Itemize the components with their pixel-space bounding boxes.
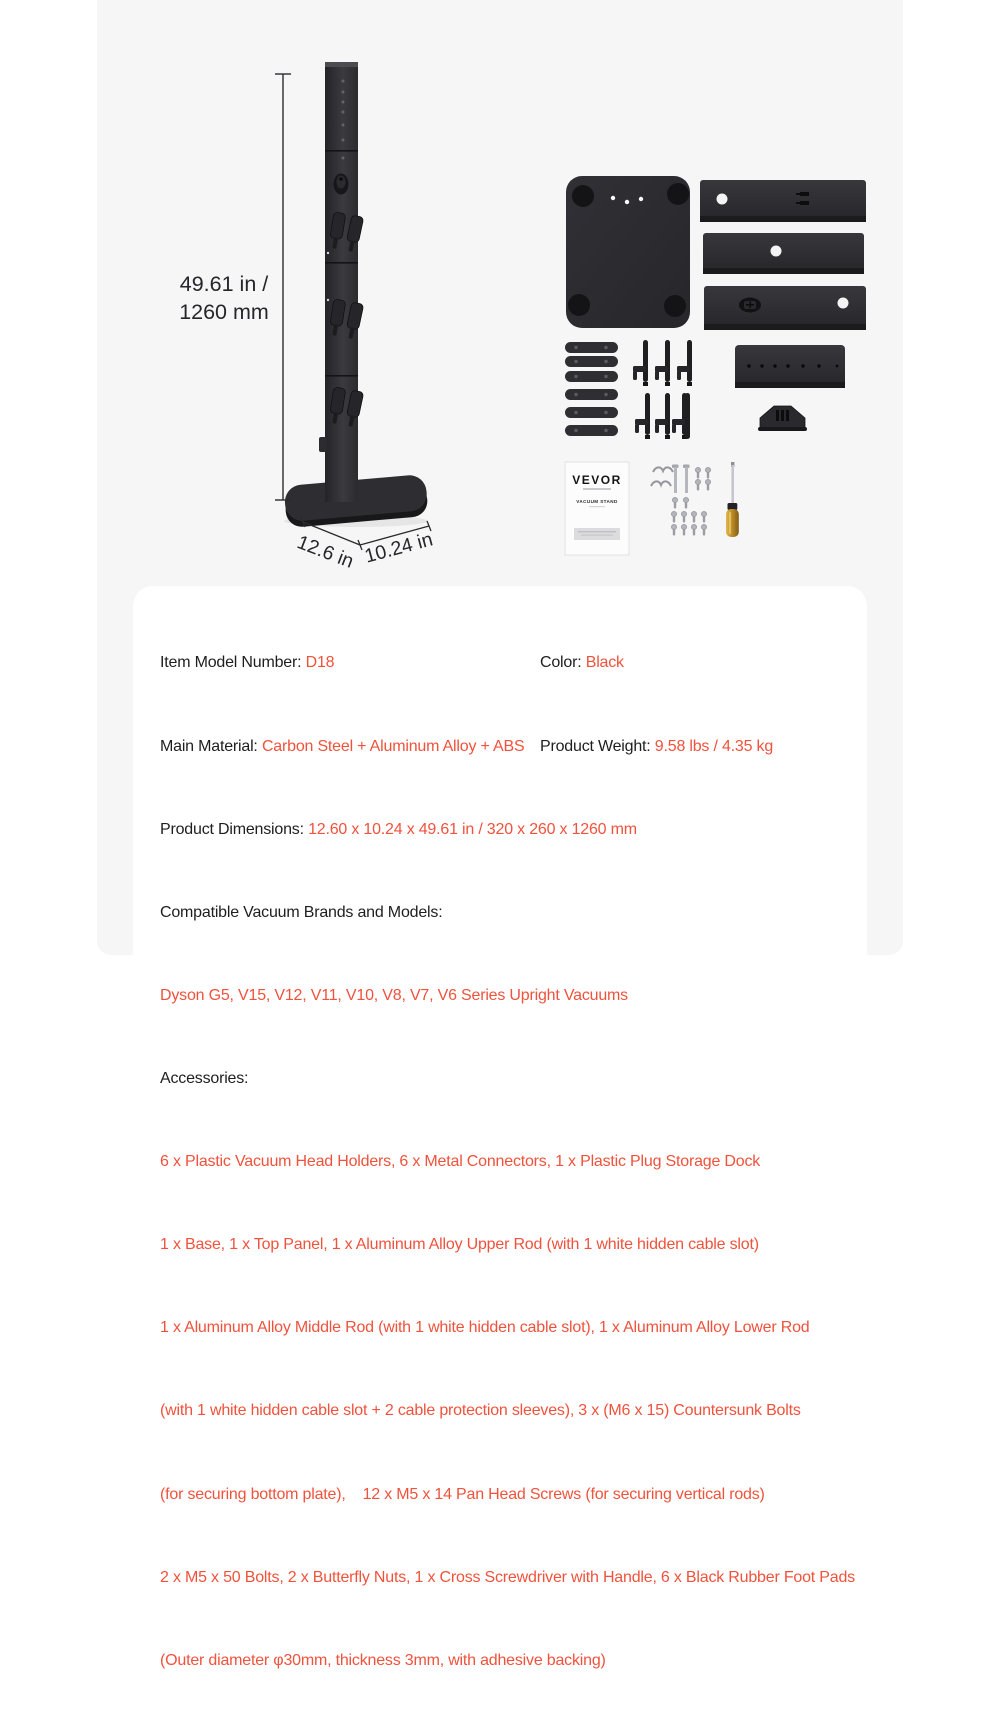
- spec-label: Product Weight:: [540, 737, 655, 755]
- spec-weight: [540, 733, 773, 761]
- spec-row-accessory: [160, 1564, 855, 1592]
- screws-image: [651, 465, 711, 536]
- spec-row-accessory: [160, 1148, 840, 1176]
- spec-value: 1 x Base, 1 x Top Panel, 1 x Aluminum Alloy Upper Rod (with 1 white hidden cable slot): [160, 1236, 759, 1254]
- base-plate-image: [566, 176, 690, 328]
- spec-value: 6 x Plastic Vacuum Head Holders, 6 x Metal Connectors, 1 x Plastic Plug Storage Dock: [160, 1153, 761, 1171]
- screwdriver-image: [726, 462, 739, 537]
- stand-pole: [319, 62, 358, 502]
- width-label: 10.24 in: [362, 528, 436, 568]
- spec-row-compatible-label: [160, 899, 840, 927]
- spec-value: Carbon Steel + Aluminum Alloy + ABS: [261, 737, 525, 755]
- plug-dock-image: [758, 406, 807, 431]
- manual-title-text: VACUUM STAND: [576, 499, 618, 504]
- spec-label: Product Dimensions:: [160, 820, 309, 838]
- spec-row-accessory: [160, 1397, 840, 1425]
- spec-row-model-color: [160, 649, 840, 677]
- spec-card: [133, 586, 867, 1669]
- spec-model: [160, 649, 540, 677]
- spec-label: Item Model Number:: [160, 654, 306, 672]
- spec-label: Compatible Vacuum Brands and Models:: [160, 903, 443, 921]
- spec-value: 2 x M5 x 50 Bolts, 2 x Butterfly Nuts, 1 x Cross Screwdriver with Handle, 6 x Black Rubber Foot Pads: [160, 1568, 855, 1586]
- depth-label: 12.6 in: [294, 531, 357, 573]
- height-dimension: [275, 74, 291, 500]
- manual-image: [565, 462, 629, 555]
- upper-rod-image: [700, 180, 866, 222]
- top-panel-image: [735, 345, 845, 388]
- spec-row-accessories-label: [160, 1065, 840, 1093]
- spec-row-accessory: [160, 1481, 840, 1509]
- spec-value: (with 1 white hidden cable slot + 2 cable protection sleeves), 3 x (M6 x 15) Countersunk Bolts: [160, 1402, 801, 1420]
- spec-color: [540, 649, 624, 677]
- spec-value: 1 x Aluminum Alloy Middle Rod (with 1 white hidden cable slot), 1 x Aluminum Alloy Lower Rod: [160, 1319, 810, 1337]
- spec-value: (for securing bottom plate), 12 x M5 x 14 Pan Head Screws (for securing vertical rods): [160, 1485, 765, 1503]
- spec-row-accessory: [160, 1314, 840, 1342]
- spec-label: Accessories:: [160, 1069, 249, 1087]
- metal-connectors-image: [565, 342, 618, 436]
- spec-value: D18: [305, 654, 335, 672]
- spec-label: Color:: [540, 654, 586, 672]
- spec-value: Black: [585, 654, 624, 672]
- spec-value: Dyson G5, V15, V12, V11, V10, V8, V7, V6 Series Upright Vacuums: [160, 986, 628, 1004]
- product-diagram: [97, 0, 903, 586]
- head-holders-image: [633, 340, 692, 439]
- spec-row-material-weight: [160, 733, 840, 761]
- spec-value: 9.58 lbs / 4.35 kg: [654, 737, 774, 755]
- vevor-logo-text: VEVOR: [572, 473, 622, 487]
- height-label-line1: 49.61 in /: [179, 272, 269, 296]
- lower-rod-image: [704, 286, 866, 330]
- spec-row-accessory: [160, 1647, 840, 1675]
- height-label-line2: 1260 mm: [179, 300, 269, 324]
- spec-material: [160, 733, 540, 761]
- spec-value: 12.60 x 10.24 x 49.61 in / 320 x 260 x 1260 mm: [308, 820, 637, 838]
- middle-rod-image: [703, 233, 864, 274]
- vacuum-stand-image: [284, 62, 429, 528]
- spec-label: Main Material:: [160, 737, 262, 755]
- spec-row-compatible-value: [160, 982, 840, 1010]
- spec-row-accessory: [160, 1231, 840, 1259]
- spec-value: (Outer diameter φ30mm, thickness 3mm, with adhesive backing): [160, 1651, 606, 1669]
- spec-row-dimensions: [160, 816, 840, 844]
